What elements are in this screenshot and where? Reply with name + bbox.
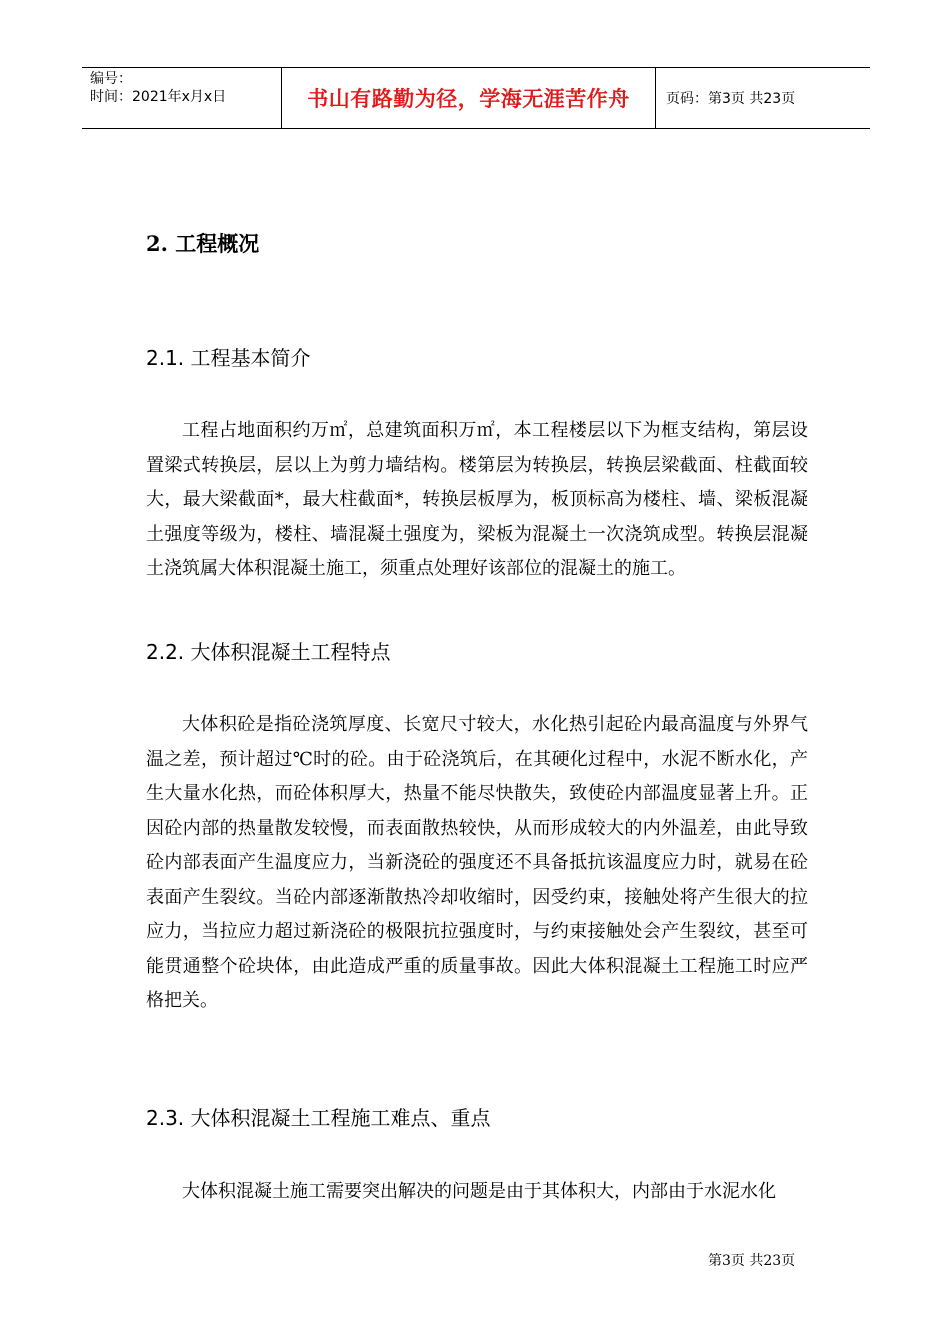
header-motto: 书山有路勤为径，学海无涯苦作舟 xyxy=(282,68,656,128)
section-2-2-paragraph: 大体积砼是指砼浇筑厚度、长宽尺寸较大，水化热引起砼内最高温度与外界气温之差，预计超过℃时的砼。由于砼浇筑后，在其硬化过程中，水泥不断水化，产生大量水化热，而砼体积厚大，热量不能尽快散失，致使砼内部温度显著上升。正因砼内部的热量散发较慢，而表面散热较快，从而形成较大的内外温差，由此导致砼内部表面产生温度应力，当新浇砼的强度还不具备抵抗该温度应力时，就易在砼表面产生裂纹。当砼内部逐渐散热冷却收缩时，因受约束，接触处将产生很大的拉应力，当拉应力超过新浇砼的极限抗拉强度时，与约束接触处会产生裂纹，甚至可能贯通整个砼块体，由此造成严重的质量事故。因此大体积混凝土工程施工时应严格把关。 xyxy=(146,714,808,1011)
section-2-1-heading: 2.1. 工程基本简介 xyxy=(146,346,311,370)
section-2-2-heading: 2.2. 大体积混凝土工程特点 xyxy=(146,640,391,664)
section-2-3-paragraph: 大体积混凝土施工需要突出解决的问题是由于其体积大，内部由于水泥水化 xyxy=(182,1181,776,1202)
document-date: 时间：2021年x月x日 xyxy=(90,89,227,105)
section-2-3-heading: 2.3. 大体积混凝土工程施工难点、重点 xyxy=(146,1106,491,1130)
page-footer: 第3页 共23页 xyxy=(708,1253,796,1269)
page-header xyxy=(82,67,870,129)
section-2-1-paragraph: 工程占地面积约万㎡，总建筑面积万㎡，本工程楼层以下为框支结构，第层设置梁式转换层，层以上为剪力墙结构。楼第层为转换层，转换层梁截面、柱截面较大，最大梁截面*，最大柱截面*，转换层板厚为，板顶标高为楼柱、墙、梁板混凝土强度等级为，楼柱、墙混凝土强度为，梁板为混凝土一次浇筑成型。转换层混凝土浇筑属大体积混凝土施工，须重点处理好该部位的混凝土的施工。 xyxy=(146,420,808,579)
header-meta xyxy=(82,68,282,128)
section-2-heading: 2. 工程概况 xyxy=(146,231,260,256)
document-number-label: 编号： xyxy=(90,71,132,87)
header-page-info: 页码：第3页 共23页 xyxy=(666,91,796,107)
